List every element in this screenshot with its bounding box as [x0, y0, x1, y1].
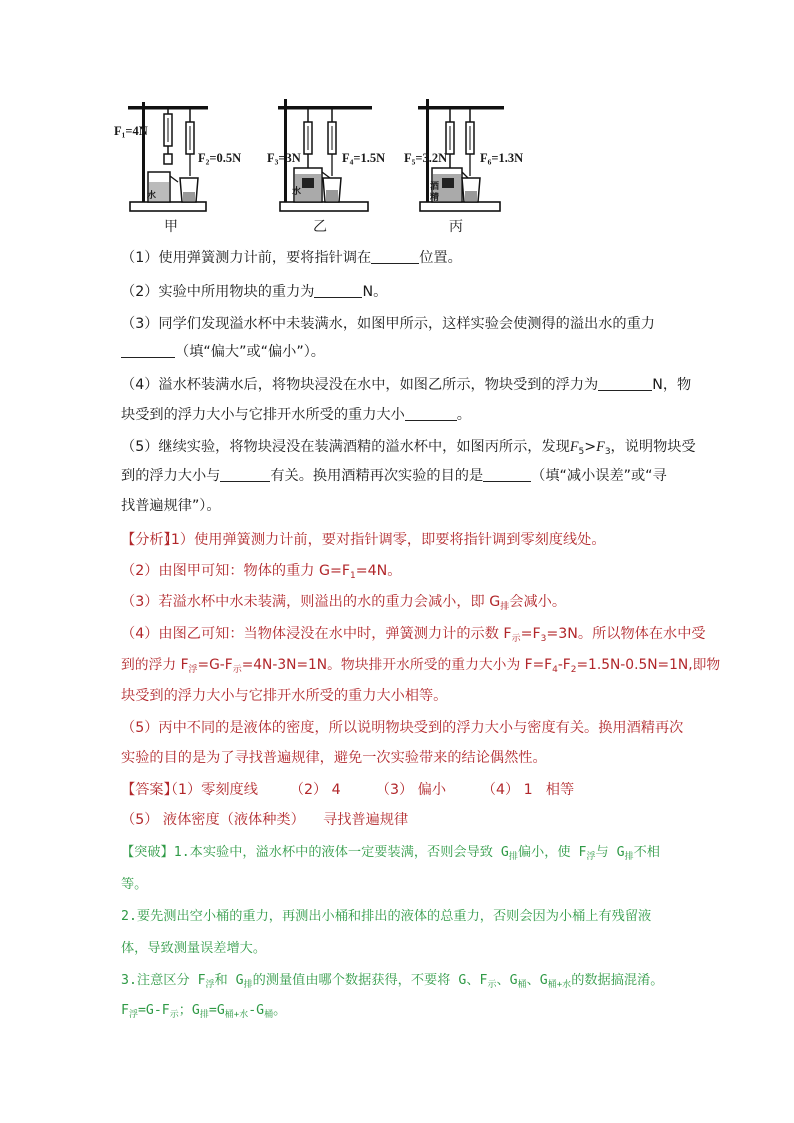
breakthrough-tag: 【突破】: [121, 845, 174, 860]
liquid-label-alcohol-bottom: 精: [430, 193, 440, 203]
breakthrough-2-line-1: 2.要先测出空小桶的重力，再测出小桶和排出的液体的总重力，否则会因为小桶上有残留液: [121, 909, 652, 924]
breakthrough-3-line-2: $F_浮=G-F_示$；$G_排=G_{桶+水}-G_桶$。: [121, 1003, 287, 1020]
answer-tag: 【答案】: [121, 782, 178, 798]
analysis-tag: 【分析】: [121, 532, 178, 548]
figure-caption-yi: 乙: [313, 219, 327, 235]
analysis-3: （3）若溢水杯中水未装满，则溢出的水的重力会减小，即 $G_排$会减小。: [121, 594, 567, 612]
liquid-label-alcohol-top: 酒: [430, 182, 440, 192]
answer-blank[interactable]: [598, 376, 652, 391]
question-5-line-3: 找普遍规律”）。: [121, 498, 221, 514]
force-label-f5: F₅=3.2N: [404, 151, 448, 165]
breakthrough-1-line-2: 等。: [121, 877, 148, 892]
answer-line-2: （5） 液体密度（液体种类） 寻找普遍规律: [121, 812, 409, 828]
answer-blank[interactable]: [121, 343, 175, 358]
question-4-line-1: （4）溢水杯装满水后，将物块浸没在水中，如图乙所示，物块受到的浮力为 N，物: [121, 377, 692, 393]
analysis-4-line-3: 块受到的浮力大小与它排开水所受的重力大小相等。: [121, 688, 448, 704]
breakthrough-2-line-2: 体，导致测量误差增大。: [121, 941, 267, 956]
answer-blank[interactable]: [483, 467, 531, 482]
force-label-f1: F₁=4N: [114, 124, 148, 138]
breakthrough-3-line-1: 3.注意区分 $F_浮$和 $G_排$的测量值由哪个数据获得，不要将 G、$F_示$、$G_桶$、$G_{桶+水}$的数据搞混淆。: [121, 973, 664, 990]
analysis-5-line-1: （5）丙中不同的是液体的密度，所以说明物块受到的浮力大小与密度有关。换用酒精再次: [121, 720, 684, 736]
question-4-line-2: 块受到的浮力大小与它排开水所受的重力大小 。: [121, 407, 471, 423]
answer-line-1: 【答案】（1）零刻度线 （2） 4 （3） 偏小 （4） 1 相等: [121, 782, 575, 798]
analysis-4-line-1: （4）由图乙可知：当物体浸没在水中时，弹簧测力计的示数 $F_示=F_3=3N$。所以物体在水中受: [121, 626, 706, 644]
question-1: （1）使用弹簧测力计前，要将指针调在 位置。: [121, 250, 462, 266]
figure-bing: [404, 96, 524, 226]
question-5-line-1: （5）继续实验，将物块浸没在装满酒精的溢水杯中，如图丙所示，发现$F_5>F_3$，说明物块受: [121, 439, 696, 457]
question-5-line-2: 到的浮力大小与 有关。换用酒精再次实验的目的是 （填“减小误差”或“寻: [121, 468, 667, 484]
liquid-label-water: 水: [147, 191, 157, 201]
question-3-line-1: （3）同学们发现溢水杯中未装满水，如图甲所示，这样实验会使测得的溢出水的重力: [121, 316, 655, 332]
figure-caption-bing: 丙: [449, 219, 463, 235]
answer-blank[interactable]: [371, 249, 419, 264]
analysis-2: （2）由图甲可知：物体的重力 $G=F_1=4N$。: [121, 563, 402, 581]
answer-blank[interactable]: [405, 406, 457, 421]
analysis-1: 【分析】（1）使用弹簧测力计前，要对指针调零，即要将指针调到零刻度线处。: [121, 532, 606, 548]
figure-jia: [114, 96, 242, 226]
answer-blank[interactable]: [314, 283, 362, 298]
answer-blank[interactable]: [220, 467, 270, 482]
force-label-f4: F₄=1.5N: [342, 151, 386, 165]
force-label-f3: F₃=3N: [267, 151, 301, 165]
analysis-5-line-2: 实验的目的是为了寻找普遍规律，避免一次实验带来的结论偶然性。: [121, 750, 547, 766]
analysis-4-line-2: 到的浮力 $F_浮=G-F_示=4N-3N=1N$。物块排开水所受的重力大小为 $F=F_4-F_2=1.5N-0.5N=1N$,即物: [121, 657, 721, 675]
liquid-label-water: 水: [292, 187, 302, 197]
question-2: （2）实验中所用物块的重力为 N。: [121, 284, 388, 300]
question-3-line-2: （填“偏大”或“偏小”）。: [121, 342, 325, 362]
figure-yi: [267, 96, 386, 226]
force-label-f2: F₂=0.5N: [198, 151, 242, 165]
force-label-f6: F₆=1.3N: [480, 151, 524, 165]
figure-caption-jia: 甲: [164, 219, 178, 235]
breakthrough-1-line-1: 【突破】1.本实验中，溢水杯中的液体一定要装满，否则会导致 $G_排$偏小，使 $F_浮$与 $G_排$不相: [121, 845, 660, 862]
